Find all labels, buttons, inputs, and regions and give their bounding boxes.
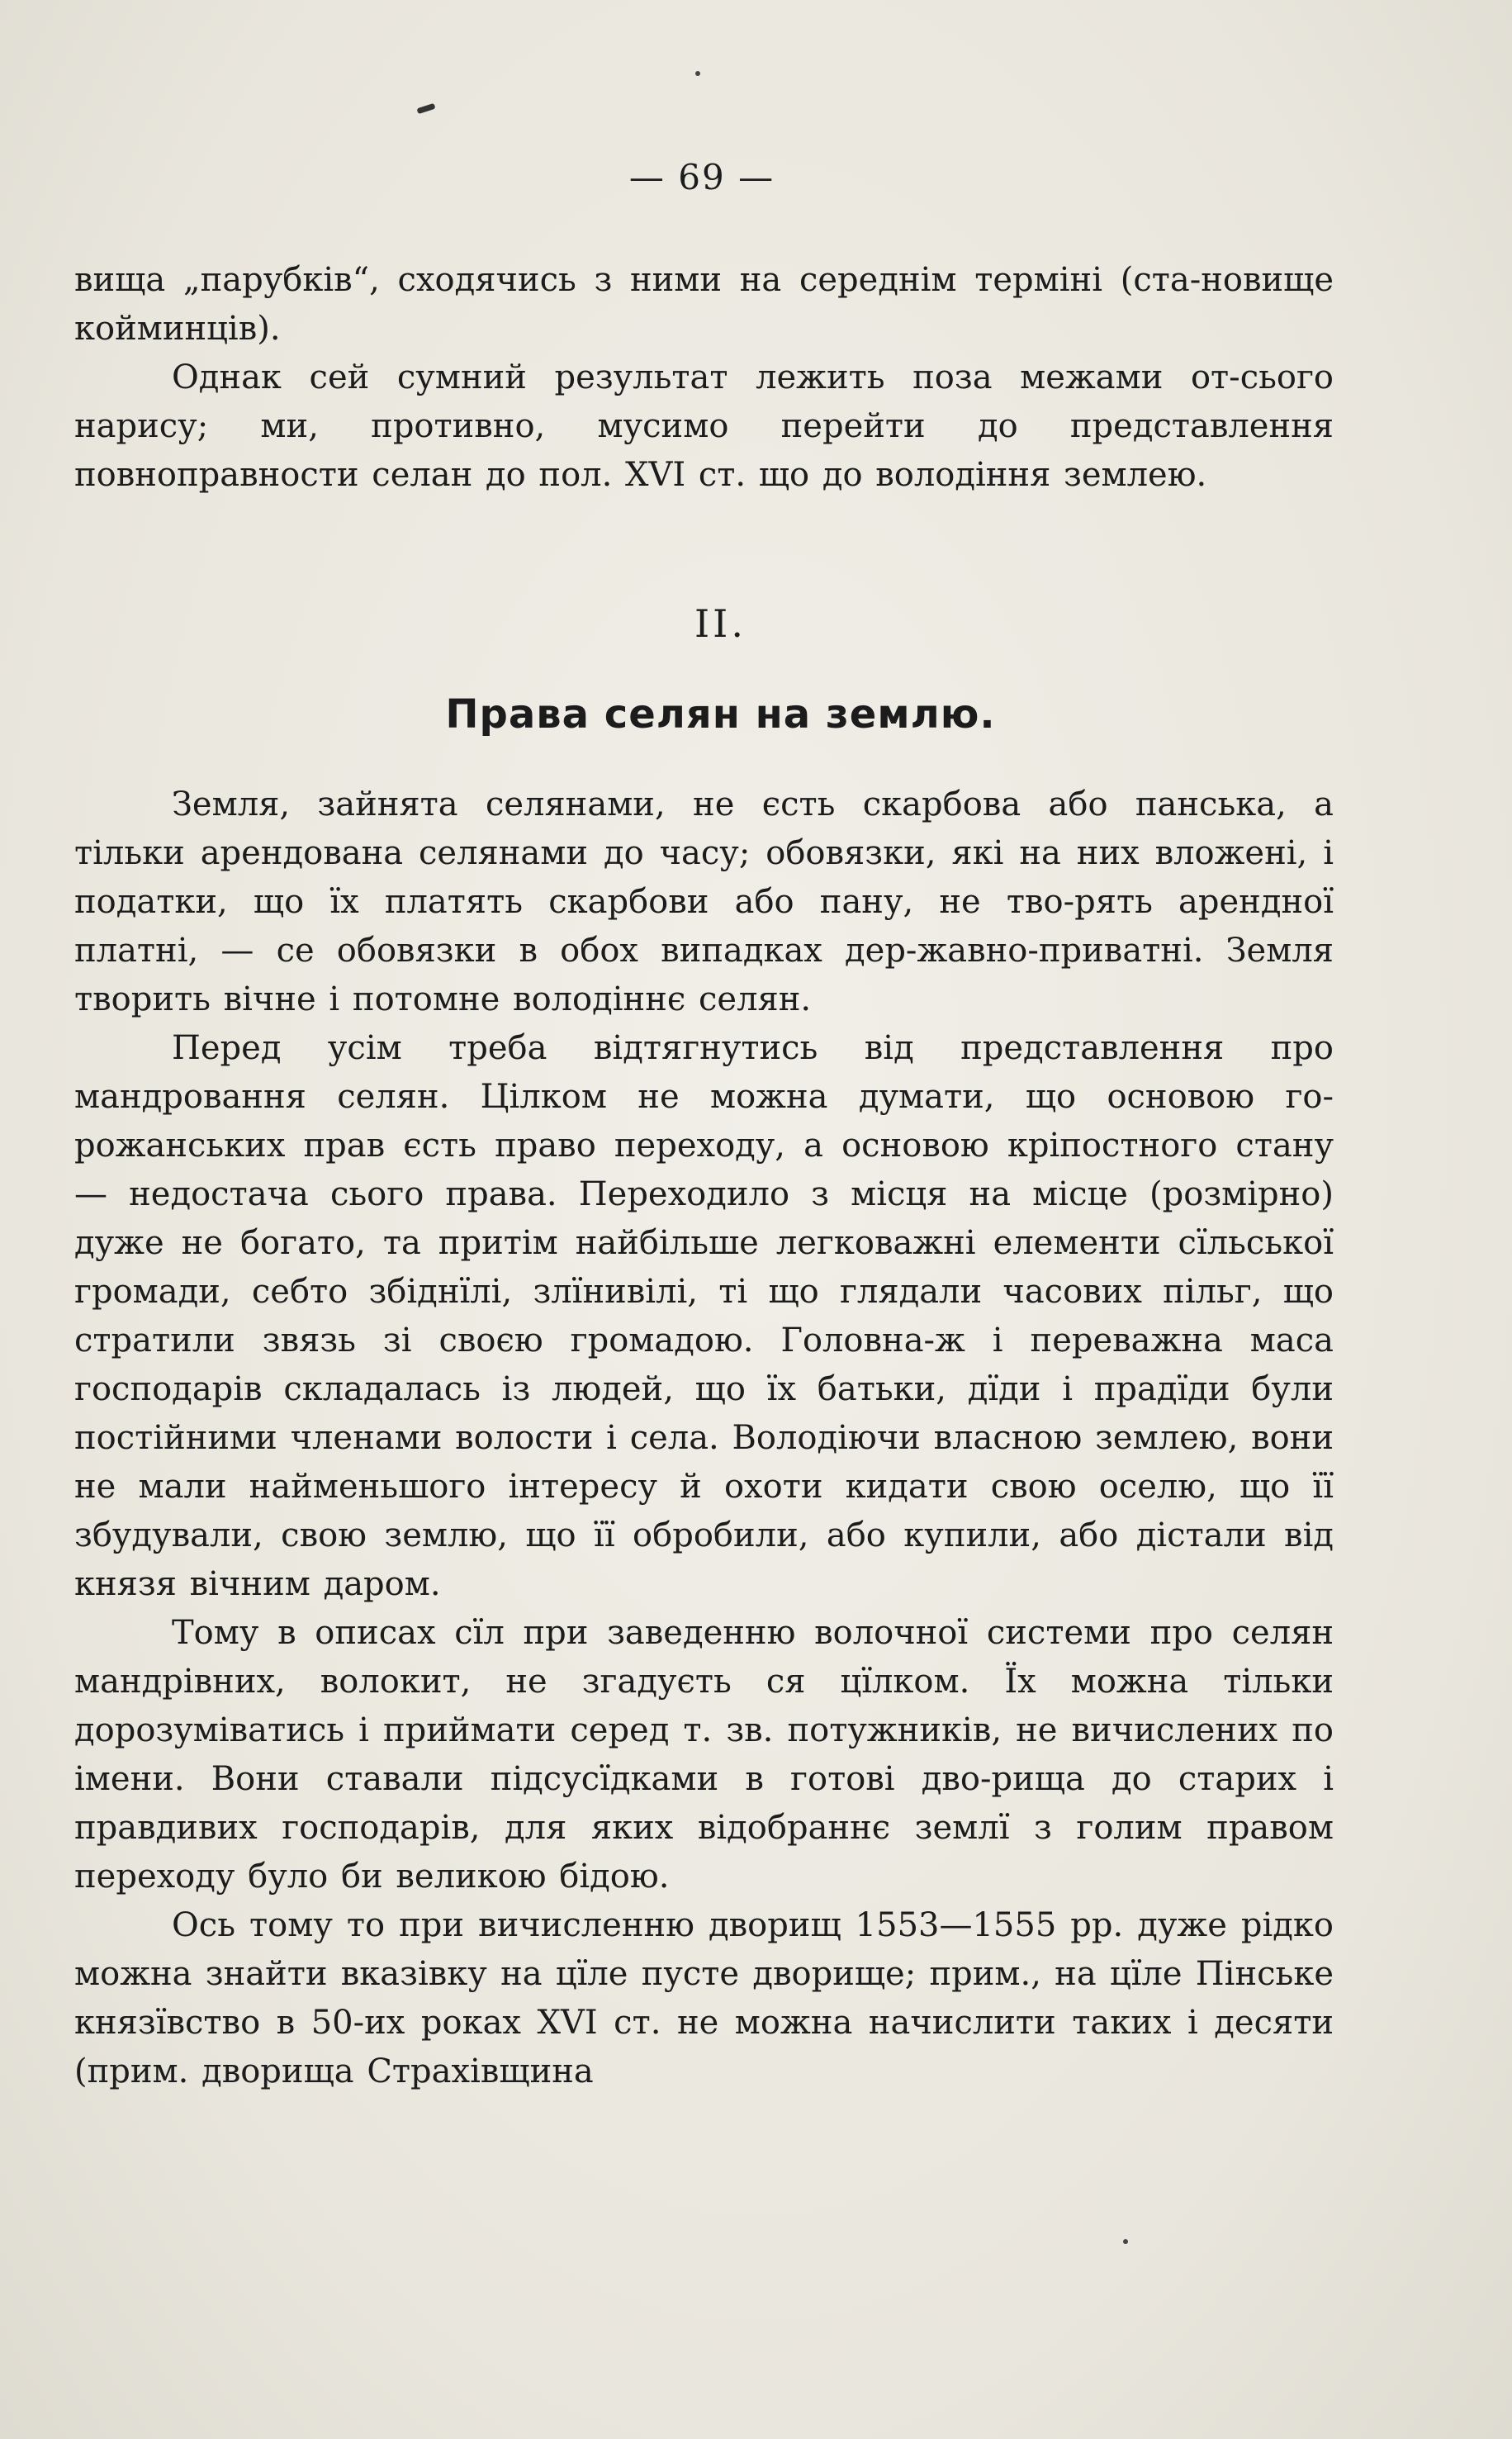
page-content	[74, 256, 1334, 2096]
ink-smudge	[416, 103, 435, 114]
paragraph: Ось тому то при вичисленню дворищ 1553—1555 рр. дуже рідко можна знайти вказівку на цїле пусте дворище; прим., на цїле Пінське князївство в 50-их роках XVI ст. не можна начислити таких і десяти (прим. дворища Страхівщина	[74, 1906, 1334, 2090]
paragraph-continued: вища „парубків“, сходячись з ними на середнім терміні (ста-новище койминців).	[74, 261, 1334, 348]
paragraph: Тому в описах сїл при заведенню волочної системи про селян мандрівних, волокит, не згадуєть ся цїлком. Їх можна тільки дорозуміватись і приймати серед т. зв. потужників, не вичислених по імени. Вони ставали підсусїдками в готові дво-рища до старих і правдивих господарів, для яких відобраннє землї з голим правом переходу було би великою бідою.	[74, 1614, 1334, 1896]
paragraph: Земля, зайнята селянами, не єсть скарбова або панська, а тільки арендована селянами до часу; обовязки, які на них вложені, і податки, що їх платять скарбови або пану, не тво-рять арендної платні, — се обовязки в обох випадках дер-жавно-приватні. Земля творить вічне і потомне володіннє селян.	[74, 785, 1334, 1018]
section-title: Права селян на землю.	[445, 691, 996, 738]
page-number: — 69 —	[628, 157, 775, 197]
section-number: II.	[694, 601, 747, 646]
dust-speck	[695, 71, 700, 76]
section-body	[74, 781, 1334, 2096]
paragraph: Перед усім треба відтягнутись від представлення про мандровання селян. Цілком не можна думати, що основою го-рожанських прав єсть право переходу, а основою кріпостного стану — недостача сього права. Переходило з місця на місце (розмірно) дуже не богато, та притім найбільше легковажні елементи сїльської громади, себто збіднїлі, злїнивілі, ті що глядали часових пільг, що стратили звязь зі своєю громадою. Головна-ж і переважна маса господарів складалась із людей, що їх батьки, дїди і прадїди були постійними членами волости і села. Володіючи власною землею, вони не мали найменьшого інтересу й охоти кидати свою оселю, що її збудували, свою землю, що її обробили, або купили, або дістали від князя вічним даром.	[74, 1029, 1334, 1603]
paragraph: Однак сей сумний результат лежить поза межами от-сього нарису; ми, противно, мусимо перейти до представлення повноправности селан до пол. XVI ст. що до володіння землею.	[74, 358, 1334, 494]
dust-speck	[1123, 2239, 1128, 2244]
